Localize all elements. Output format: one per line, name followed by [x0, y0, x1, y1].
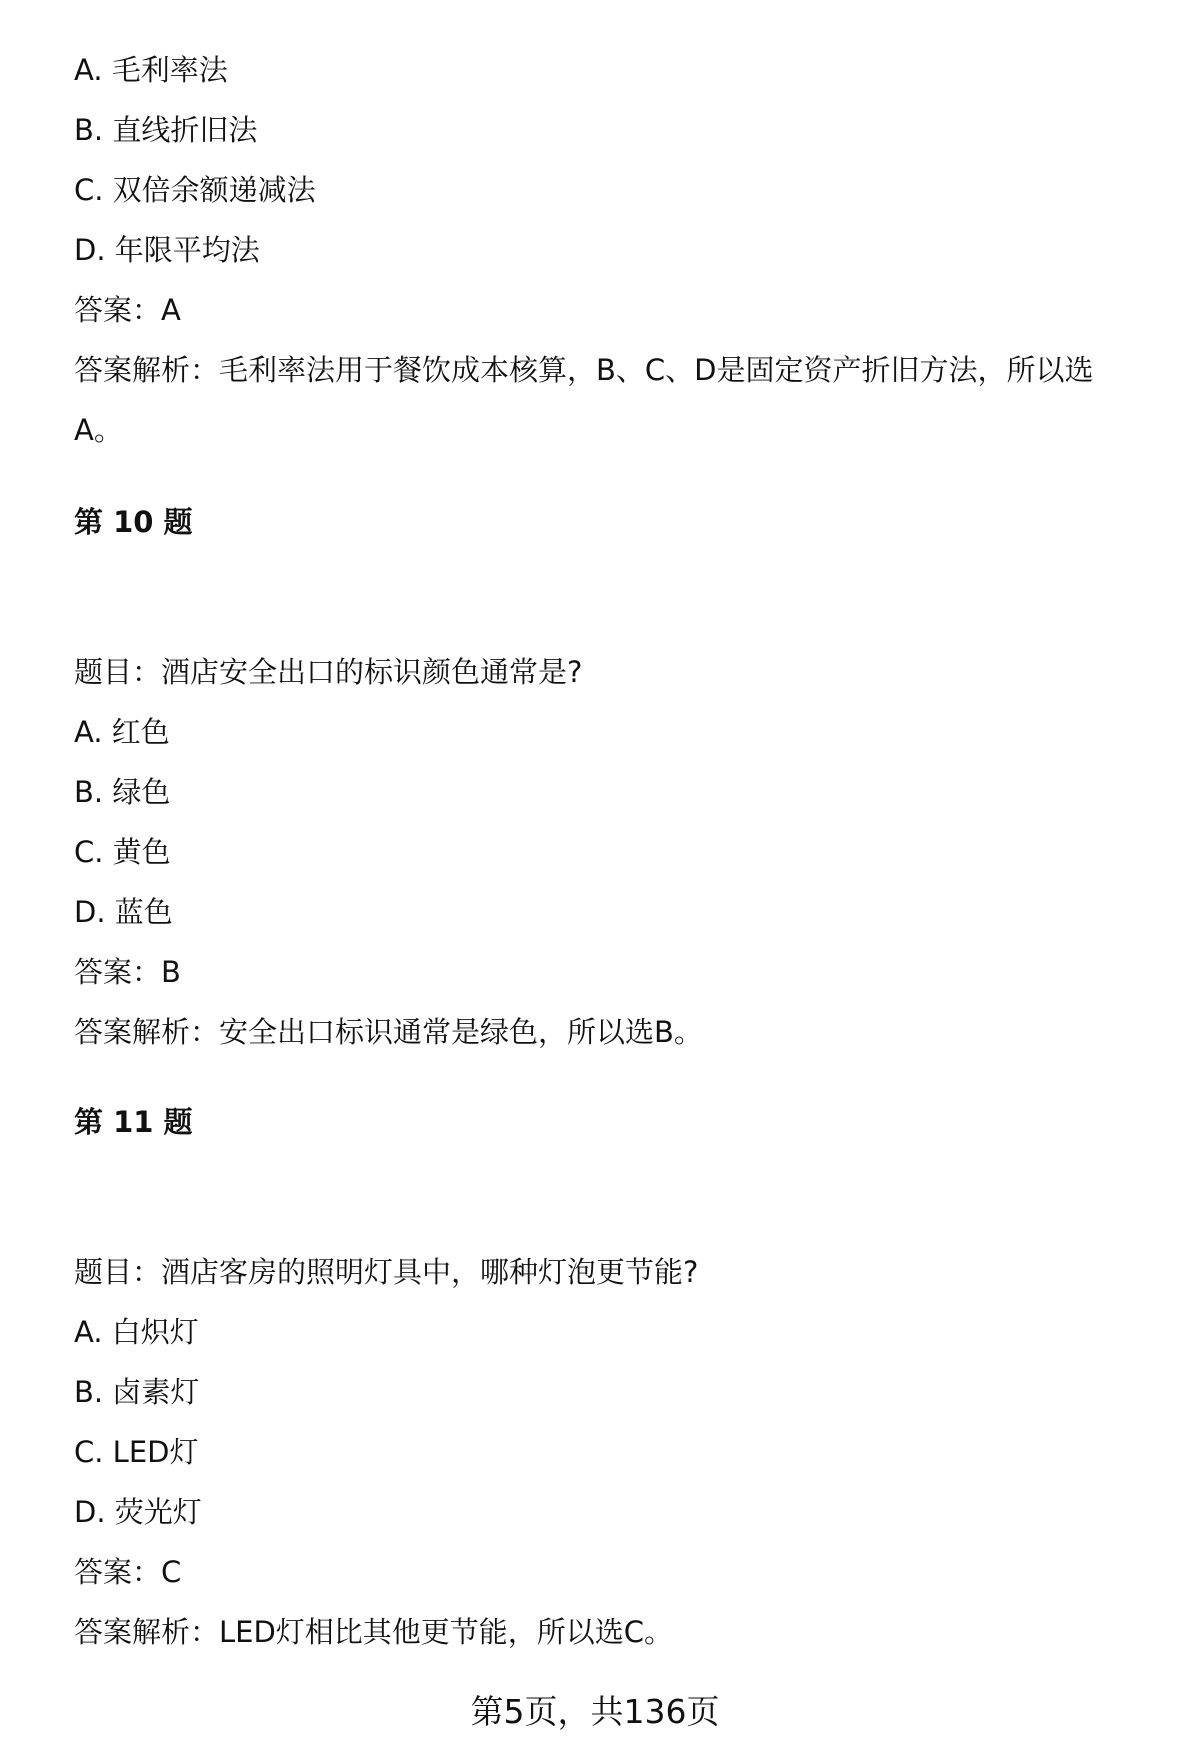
q10-heading: 第 10 题: [74, 505, 193, 539]
q11-explanation: 答案解析：LED灯相比其他更节能，所以选C。: [74, 1615, 674, 1649]
q11-heading: 第 11 题: [74, 1105, 193, 1139]
page-number-footer: 第5页，共136页: [470, 1692, 720, 1731]
q9-option-a: A. 毛利率法: [74, 53, 228, 87]
q11-question: 题目：酒店客房的照明灯具中，哪种灯泡更节能?: [74, 1255, 699, 1289]
q10-option-c: C. 黄色: [74, 835, 171, 869]
q11-option-d: D. 荧光灯: [74, 1495, 202, 1529]
q9-option-d: D. 年限平均法: [74, 233, 260, 267]
q11-answer: 答案：C: [74, 1555, 182, 1589]
q10-option-a: A. 红色: [74, 715, 170, 749]
q11-option-a: A. 白炽灯: [74, 1315, 199, 1349]
q10-option-d: D. 蓝色: [74, 895, 173, 929]
q9-option-b: B. 直线折旧法: [74, 113, 258, 147]
q10-answer: 答案：B: [74, 955, 181, 989]
q11-option-c: C. LED灯: [74, 1435, 199, 1469]
q10-option-b: B. 绿色: [74, 775, 171, 809]
q10-explanation: 答案解析：安全出口标识通常是绿色，所以选B。: [74, 1015, 703, 1049]
q11-option-b: B. 卤素灯: [74, 1375, 200, 1409]
q9-answer: 答案：A: [74, 293, 181, 327]
q10-question: 题目：酒店安全出口的标识颜色通常是?: [74, 655, 583, 689]
q9-explanation: 答案解析：毛利率法用于餐饮成本核算，B、C、D是固定资产折旧方法，所以选A。: [74, 353, 1094, 447]
q9-option-c: C. 双倍余额递减法: [74, 173, 316, 207]
